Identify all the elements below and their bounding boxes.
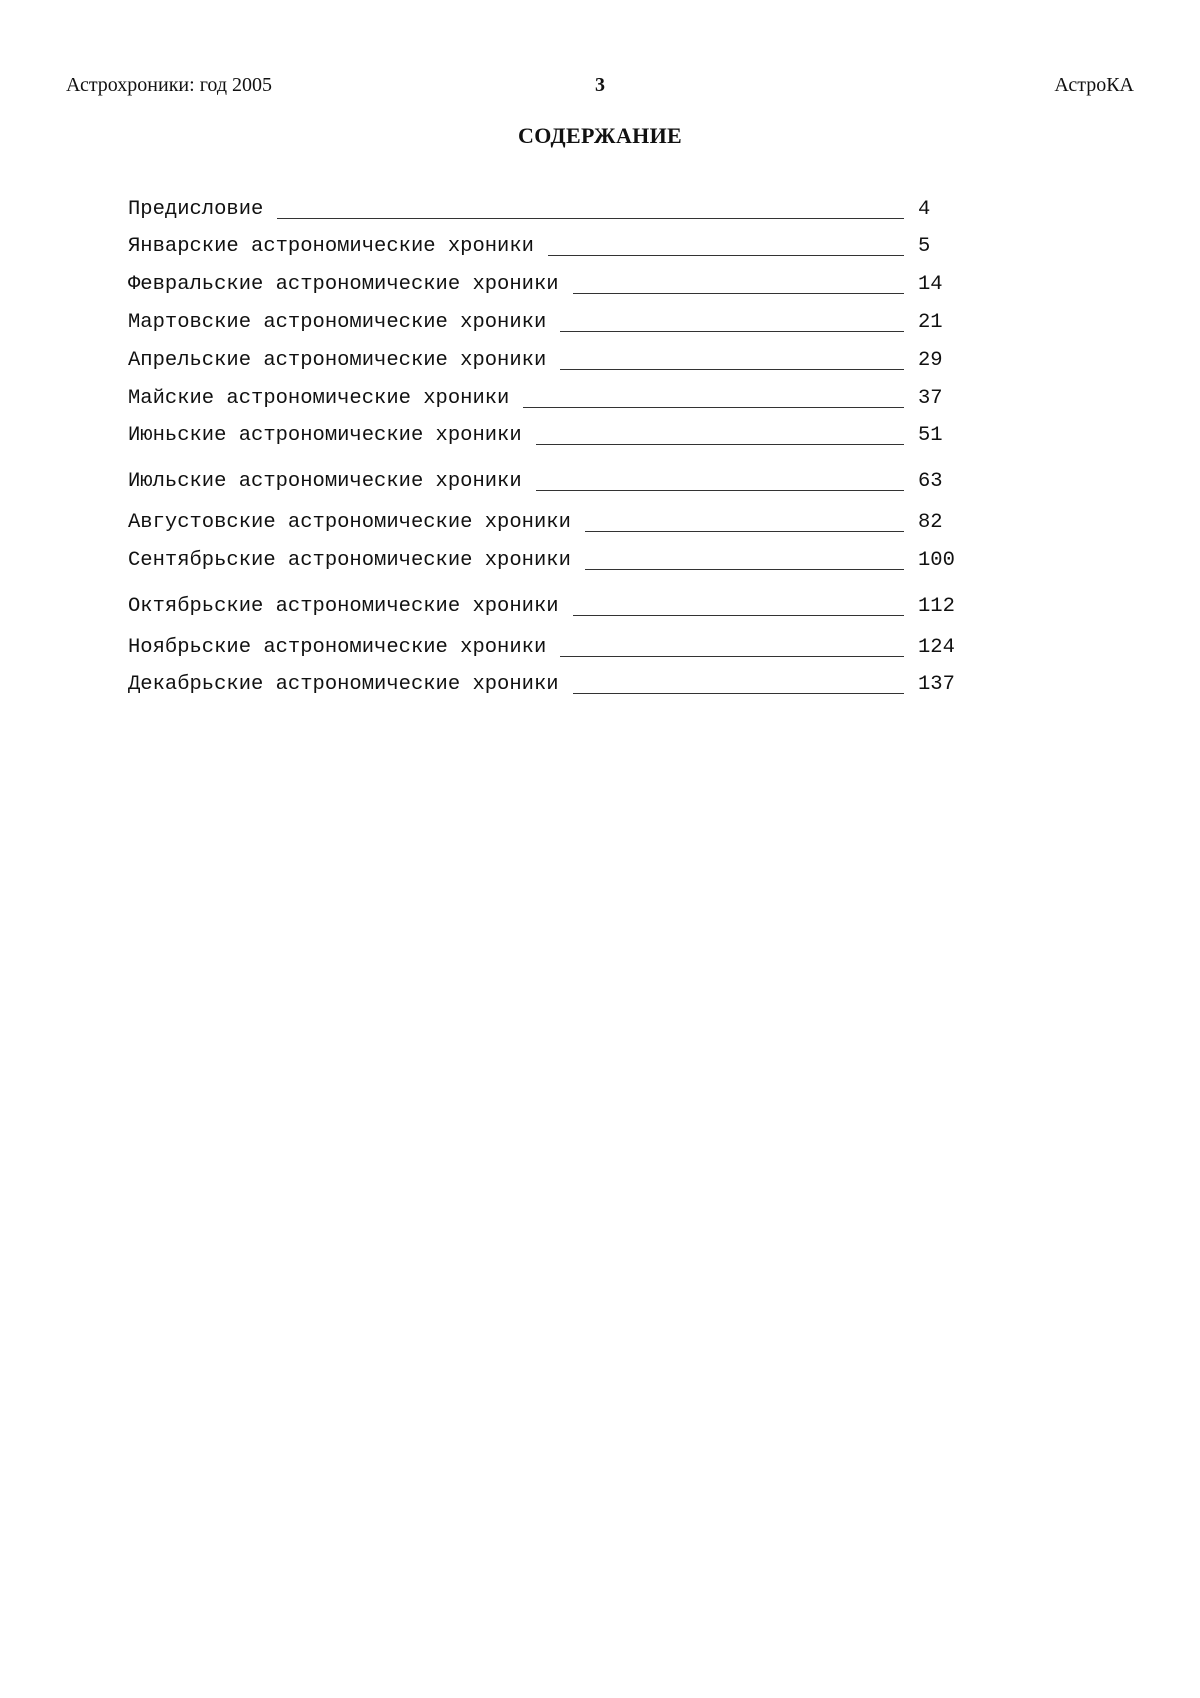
header-author: АстроКА	[1054, 74, 1134, 96]
toc-leader-line	[523, 407, 904, 408]
toc-leader-line	[536, 490, 904, 491]
toc-entry-title: Сентябрьские астрономические хроники	[128, 549, 571, 572]
toc-entry[interactable]	[128, 271, 988, 299]
toc-entry-title: Декабрьские астрономические хроники	[128, 673, 559, 696]
toc-entry-title: Февральские астрономические хроники	[128, 273, 559, 296]
toc-page-number: 29	[918, 349, 943, 372]
toc-entry-title: Январские астрономические хроники	[128, 235, 534, 258]
page-header	[66, 72, 1134, 102]
toc-page-number: 63	[918, 470, 943, 493]
toc-leader-line	[536, 444, 904, 445]
toc-entry-title: Мартовские астрономические хроники	[128, 311, 547, 334]
toc-entry[interactable]	[128, 468, 988, 496]
toc-entry-title: Июньские астрономические хроники	[128, 424, 522, 447]
toc-entry[interactable]	[128, 347, 988, 375]
header-page-number: 3	[595, 74, 605, 96]
toc-entry-title: Апрельские астрономические хроники	[128, 349, 547, 372]
toc-entry[interactable]	[128, 593, 988, 621]
toc-page-number: 37	[918, 387, 943, 410]
toc-leader-line	[560, 656, 904, 657]
toc-leader-line	[277, 218, 904, 219]
toc-leader-line	[548, 255, 904, 256]
toc-page-number: 82	[918, 511, 943, 534]
toc-page-number: 4	[918, 198, 931, 221]
toc-leader-line	[573, 693, 904, 694]
toc-entry-title: Предисловие	[128, 198, 264, 221]
toc-entry[interactable]	[128, 634, 988, 662]
toc-entry[interactable]	[128, 509, 988, 537]
toc-entry[interactable]	[128, 671, 988, 699]
toc-leader-line	[560, 369, 904, 370]
toc-page-number: 100	[918, 549, 955, 572]
toc-page-number: 14	[918, 273, 943, 296]
toc-leader-line	[573, 615, 904, 616]
toc-page-number: 21	[918, 311, 943, 334]
toc-page-number: 124	[918, 636, 955, 659]
toc-page-number: 5	[918, 235, 931, 258]
toc-leader-line	[585, 531, 904, 532]
toc-entry-title: Августовские астрономические хроники	[128, 511, 571, 534]
toc-page-number: 112	[918, 595, 955, 618]
toc-entry[interactable]	[128, 422, 988, 450]
toc-entry-title: Ноябрьские астрономические хроники	[128, 636, 547, 659]
toc-entry[interactable]	[128, 196, 988, 224]
toc-entry-title: Майские астрономические хроники	[128, 387, 510, 410]
page-title: СОДЕРЖАНИЕ	[518, 123, 682, 148]
toc-entry-title: Июльские астрономические хроники	[128, 470, 522, 493]
toc-leader-line	[573, 293, 904, 294]
toc-page-number: 137	[918, 673, 955, 696]
toc-leader-line	[585, 569, 904, 570]
header-book-title: Астрохроники: год 2005	[66, 74, 272, 96]
toc-entry-title: Октябрьские астрономические хроники	[128, 595, 559, 618]
toc-entry[interactable]	[128, 309, 988, 337]
toc-entry[interactable]	[128, 547, 988, 575]
toc-entry[interactable]	[128, 233, 988, 261]
toc-entry[interactable]	[128, 385, 988, 413]
toc-page-number: 51	[918, 424, 943, 447]
toc-leader-line	[560, 331, 904, 332]
